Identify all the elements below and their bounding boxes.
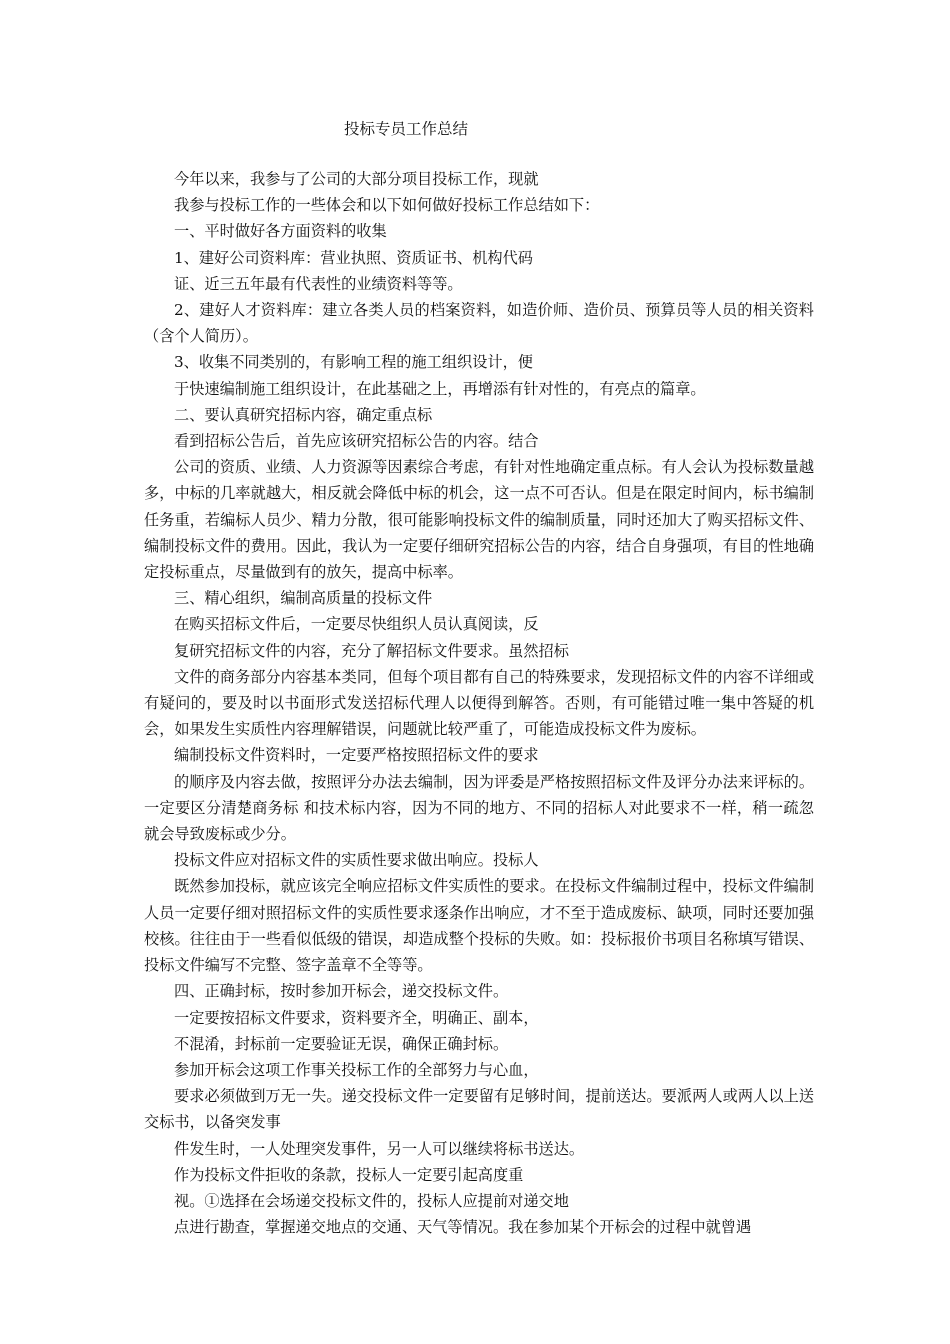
paragraph: 在购买招标文件后，一定要尽快组织人员认真阅读，反	[174, 615, 539, 634]
paragraph: 公司的资质、业绩、人力资源等因素综合考虑，有针对性地确定重点标。有人会认为投标数量越多，中标的几率就越大，相反就会降低中标的机会，这一点不可否认。但是在限定时间内，标书编制任务重，若编标人员少、精力分散，很可能影响投标文件的编制质量，同时还加大了购买招标文件、编制投标文件的费用。因此，我认为一定要仔细研究招标公告的内容，结合自身强项，有目的性地确定投标重点，尽量做到有的放矢，提高中标率。	[144, 458, 814, 582]
paragraph: 不混淆，封标前一定要验证无误，确保正确封标。	[174, 1034, 509, 1053]
paragraph: 件发生时，一人处理突发事件，另一人可以继续将标书送达。	[174, 1139, 585, 1158]
paragraph: 文件的商务部分内容基本类同，但每个项目都有自己的特殊要求，发现招标文件的内容不详细或有疑问的，要及时以书面形式发送招标代理人以便得到解答。否则，有可能错过唯一集中答疑的机会，如果发生实质性内容理解错误，问题就比较严重了，可能造成投标文件为废标。	[144, 667, 814, 739]
section-heading: 一、平时做好各方面资料的收集	[174, 222, 387, 241]
paragraph: 参加开标会这项工作事关投标工作的全部努力与心血，	[174, 1060, 539, 1079]
paragraph: 证、近三五年最有代表性的业绩资料等等。	[174, 274, 463, 293]
paragraph: 3、收集不同类别的，有影响工程的施工组织设计，便	[174, 353, 533, 372]
paragraph: 投标文件应对招标文件的实质性要求做出响应。投标人	[174, 851, 539, 870]
paragraph: 复研究招标文件的内容，充分了解招标文件要求。虽然招标	[174, 641, 569, 660]
paragraph: 我参与投标工作的一些体会和以下如何做好投标工作总结如下：	[174, 196, 600, 215]
document-body	[144, 166, 814, 1240]
section-heading: 二、要认真研究招标内容，确定重点标	[174, 405, 433, 424]
section-heading: 四、正确封标，按时参加开标会，递交投标文件。	[174, 982, 509, 1001]
paragraph: 于快速编制施工组织设计，在此基础之上，再增添有针对性的，有亮点的篇章。	[174, 379, 706, 398]
paragraph: 视。①选择在会场递交投标文件的，投标人应提前对递交地	[174, 1191, 569, 1210]
paragraph: 2、建好人才资料库：建立各类人员的档案资料，如造价师、造价员、预算员等人员的相关资料（含个人简历）。	[144, 301, 814, 346]
paragraph: 点进行勘查，掌握递交地点的交通、天气等情况。我在参加某个开标会的过程中就曾遇	[174, 1218, 752, 1237]
document-title: 投标专员工作总结	[344, 120, 469, 138]
paragraph: 既然参加投标，就应该完全响应招标文件实质性的要求。在投标文件编制过程中，投标文件编制人员一定要仔细对照招标文件的实质性要求逐条作出响应，才不至于造成废标、缺项，同时还要加强校核。往往由于一些看似低级的错误，却造成整个投标的失败。如：投标报价书项目名称填写错误、投标文件编写不完整、签字盖章不全等等。	[144, 877, 814, 975]
paragraph: 要求必须做到万无一失。递交投标文件一定要留有足够时间，提前送达。要派两人或两人以上送交标书，以备突发事	[144, 1087, 814, 1132]
section-heading: 三、精心组织，编制高质量的投标文件	[174, 589, 433, 608]
paragraph: 作为投标文件拒收的条款，投标人一定要引起高度重	[174, 1165, 524, 1184]
paragraph: 编制投标文件资料时，一定要严格按照招标文件的要求	[174, 746, 539, 765]
paragraph: 一定要按招标文件要求，资料要齐全，明确正、副本，	[174, 1008, 539, 1027]
paragraph: 看到招标公告后，首先应该研究招标公告的内容。结合	[174, 432, 539, 451]
paragraph: 今年以来，我参与了公司的大部分项目投标工作，现就	[174, 170, 539, 188]
paragraph: 的顺序及内容去做，按照评分办法去编制，因为评委是严格按照招标文件及评分办法来评标的。一定要区分清楚商务标 和技术标内容，因为不同的地方、不同的招标人对此要求不一样，稍一疏忽就会导致废标或少分。	[144, 772, 814, 844]
paragraph: 1、建好公司资料库：营业执照、资质证书、机构代码	[174, 248, 533, 267]
